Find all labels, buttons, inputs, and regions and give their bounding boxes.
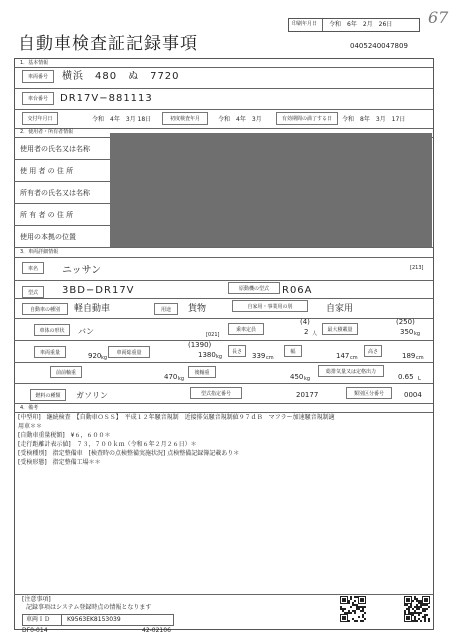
displacement-unit: L (418, 376, 421, 382)
page-title: 自動車検査証記録事項 (18, 34, 198, 54)
record-id-box (22, 614, 174, 626)
private-label: 自家用・事業用の別 (232, 300, 308, 312)
engine-value: R06A (282, 285, 313, 296)
height-value: 189 (402, 352, 416, 360)
expiry-value: 令和 8年 3月 17日 (342, 116, 406, 123)
front-axle-label: 前前軸重 (50, 366, 82, 378)
qr-code-left (340, 596, 366, 622)
front-axle-unit: kg (178, 376, 185, 382)
type-no-value: 20177 (296, 391, 319, 399)
gross-value: 1380 (198, 351, 216, 359)
qr-code-right (404, 596, 430, 622)
rear-axle-label: 後軸重 (188, 366, 216, 378)
engine-label: 原動機の型式 (228, 282, 280, 294)
load-label: 最大積載量 (322, 323, 358, 335)
reg-no-label: 車両番号 (22, 70, 54, 83)
height-label: 高さ (364, 345, 382, 357)
body-label: 車体の形状 (34, 324, 70, 336)
capacity-unit: 人 (312, 331, 318, 337)
capacity-label: 乗車定員 (228, 323, 264, 335)
remarks-line-4: [走行距離計表示値] ７３，７００ｋｍ（令和６年２月２６日）＊ (18, 441, 197, 448)
first-reg-label: 初度検査年月 (162, 112, 208, 125)
kind-value: 軽自動車 (74, 304, 111, 314)
load-value: 350 (400, 328, 414, 336)
section-basic-title: 1．基本情報 (20, 60, 49, 66)
width-value: 147 (336, 352, 350, 360)
use-label: 用途 (154, 303, 178, 315)
remarks-line-2: 用車＊＊ (18, 423, 43, 430)
maker-value: ニッサン (62, 265, 102, 276)
body-value: バン (78, 327, 94, 336)
length-unit: cm (266, 355, 274, 361)
gross-label: 車両総重量 (108, 346, 150, 358)
category-label: 類別区分番号 (346, 387, 392, 399)
remarks-line-6: [受検形態] 指定整備工場＊＊ (18, 459, 101, 466)
rear-axle-unit: kg (304, 376, 311, 382)
gross-unit: kg (216, 354, 223, 360)
issue-date-value: 令和 6年 2月 26日 (329, 21, 393, 28)
form-code-2: 42-02106 (142, 627, 171, 634)
issue-date-box (288, 18, 420, 32)
weight-value: 920 (88, 352, 102, 360)
remarks-line-3: [自動車重量税額] ¥６，６００＊ (18, 432, 111, 439)
doc-number: 0405240047809 (350, 42, 408, 50)
chassis-label: 車台番号 (22, 92, 54, 105)
length-label: 長さ (228, 345, 246, 357)
height-unit: cm (416, 355, 424, 361)
first-reg-value: 令和 4年 3月 (218, 116, 262, 123)
expiry-label: 有効期間の満了する日 (276, 112, 338, 125)
fuel-value: ガソリン (76, 391, 108, 400)
owner-address-label: 所 有 者 の 住 所 (20, 211, 74, 219)
front-axle-value: 470 (164, 373, 178, 381)
form-code: DF0-014 (22, 627, 48, 634)
notice-text: 記録事項はシステム登録時点の情報となります (26, 604, 152, 611)
body-code: [021] (206, 332, 220, 338)
issue-date-label: 印刷年月日 (292, 21, 318, 27)
private-value: 自家用 (326, 304, 354, 314)
fuel-label: 燃料の種類 (30, 389, 66, 401)
maker-label: 車名 (22, 262, 44, 274)
owner-name-label: 所有者の氏名又は名称 (20, 189, 90, 197)
displacement-value: 0.65 (398, 373, 414, 381)
record-id-label: 車両ＩＤ (26, 616, 51, 623)
section-vehicle-title: 3．車両詳細情報 (20, 249, 59, 255)
displacement-label: 総排気量又は定格出力 (318, 365, 384, 377)
width-unit: cm (350, 355, 358, 361)
chassis-value: DR17V−881113 (60, 93, 153, 104)
model-value: 3BD−DR17V (62, 285, 135, 296)
reg-no-value: 横浜 480 ぬ 7720 (62, 71, 180, 82)
record-id-value: K9563EK8153039 (67, 616, 121, 623)
width-label: 幅 (284, 345, 302, 357)
notice-title: [注意事項] (22, 596, 51, 603)
length-value: 339 (252, 352, 266, 360)
capacity-value: 2 (304, 328, 309, 336)
issue-date-field-label: 交付年月日 (22, 112, 58, 125)
handwritten-page-number: 67 (428, 8, 449, 27)
type-no-label: 型式指定番号 (190, 387, 242, 399)
section-remarks-title: 4．備考 (20, 405, 39, 411)
kind-label: 自動車の種別 (22, 303, 68, 315)
remarks-line-1: [中型印] 継続検査 【自動車ＯＳＳ】 平成１２年騒音規制 近接排気騒音規制値９７ｄＢ マフラー加速騒音規制適 (18, 414, 335, 421)
base-location-label: 使用の本拠の位置 (20, 233, 76, 241)
redacted-owner-info (110, 133, 432, 247)
model-label: 型式 (22, 286, 44, 298)
use-value: 貨物 (188, 304, 207, 314)
maker-code: [213] (410, 265, 424, 271)
issue-date-field-value: 令和 4年 3月 18日 (92, 116, 152, 123)
section-owner-title: 2．使用者・所有者情報 (20, 129, 74, 135)
load-top: (250) (396, 318, 415, 326)
load-unit: kg (414, 331, 421, 337)
weight-unit: kg (101, 355, 108, 361)
category-value: 0004 (404, 391, 422, 399)
weight-label: 車両重量 (34, 346, 66, 358)
user-address-label: 使 用 者 の 住 所 (20, 167, 74, 175)
gross-top: (1390) (188, 341, 212, 349)
rear-axle-value: 450 (290, 373, 304, 381)
user-name-label: 使用者の氏名又は名称 (20, 145, 90, 153)
capacity-top: (4) (300, 318, 310, 326)
remarks-line-5: [受検種別] 指定整備車 [検査時の点検整備実施状況] 点検整備記録簿記載あり＊ (18, 450, 240, 457)
